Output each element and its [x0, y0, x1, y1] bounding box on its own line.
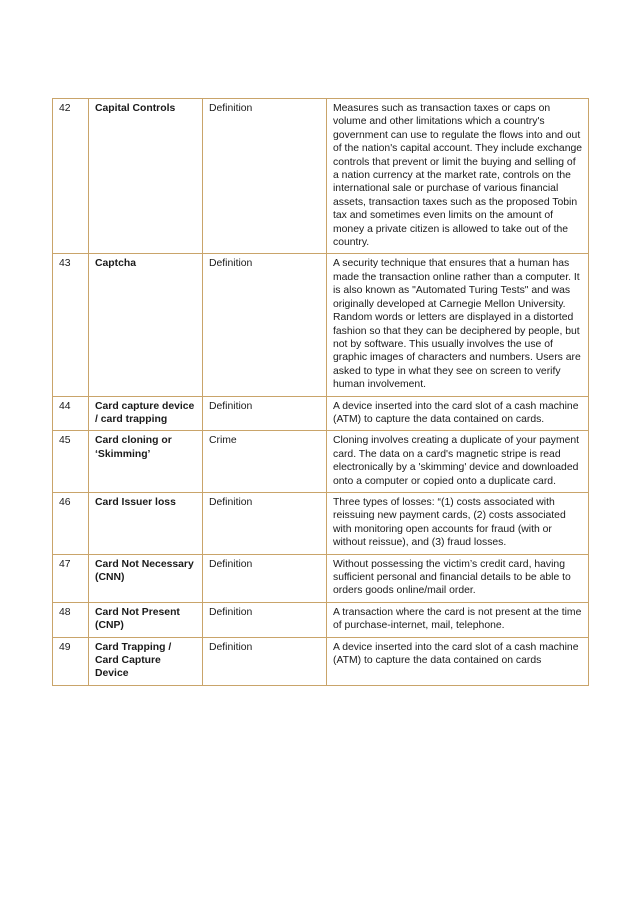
description-cell: A device inserted into the card slot of a cash machine (ATM) to capture the data contained on cards [327, 637, 589, 685]
row-number: 45 [53, 431, 89, 493]
table-row [53, 602, 589, 637]
description-cell: A security technique that ensures that a human has made the transaction online rather than a computer. It is also known as "Automated Turing Tests" and was originally developed at Carnegie Mellon University. Random words or letters are displayed in a distorted fashion so that they can be deciphered by people, but not by software. This usually involves the use of graphic images of characters and numbers. Users are asked to type in what they see on screen to verify human involvement. [327, 254, 589, 396]
term-cell: Card cloning or ‘Skimming’ [89, 431, 203, 493]
glossary-table [52, 98, 589, 686]
term-cell: Captcha [89, 254, 203, 396]
term-cell: Card capture device / card trapping [89, 396, 203, 431]
type-cell: Crime [203, 431, 327, 493]
row-number: 43 [53, 254, 89, 396]
type-cell: Definition [203, 637, 327, 685]
row-number: 49 [53, 637, 89, 685]
description-cell: Without possessing the victim’s credit card, having sufficient personal and financial details to be able to orders goods online/mail order. [327, 554, 589, 602]
type-cell: Definition [203, 602, 327, 637]
type-cell: Definition [203, 254, 327, 396]
row-number: 47 [53, 554, 89, 602]
description-cell: A device inserted into the card slot of a cash machine (ATM) to capture the data contained on cards. [327, 396, 589, 431]
type-cell: Definition [203, 99, 327, 254]
table-row [53, 637, 589, 685]
term-cell: Capital Controls [89, 99, 203, 254]
table-row [53, 492, 589, 554]
document-page [52, 98, 588, 686]
description-cell: A transaction where the card is not present at the time of purchase-internet, mail, telephone. [327, 602, 589, 637]
row-number: 46 [53, 492, 89, 554]
description-cell: Cloning involves creating a duplicate of your payment card. The data on a card's magnetic stripe is read electronically by a 'skimming' device and downloaded onto a computer or copied onto a duplicate card. [327, 431, 589, 493]
description-cell: Three types of losses: “(1) costs associated with reissuing new payment cards, (2) costs associated with monitoring open accounts for fraud (with or without reissue), and (3) fraud losses. [327, 492, 589, 554]
term-cell: Card Not Necessary (CNN) [89, 554, 203, 602]
table-row [53, 431, 589, 493]
type-cell: Definition [203, 396, 327, 431]
type-cell: Definition [203, 492, 327, 554]
table-row [53, 99, 589, 254]
term-cell: Card Trapping / Card Capture Device [89, 637, 203, 685]
type-cell: Definition [203, 554, 327, 602]
row-number: 42 [53, 99, 89, 254]
table-row [53, 554, 589, 602]
row-number: 48 [53, 602, 89, 637]
row-number: 44 [53, 396, 89, 431]
term-cell: Card Not Present (CNP) [89, 602, 203, 637]
table-row [53, 396, 589, 431]
description-cell: Measures such as transaction taxes or caps on volume and other limitations which a country's government can use to regulate the flows into and out of the nation's capital account. They include exchange controls that prevent or limit the buying and selling of a nation currency at the market rate, controls on the international sale or purchase of various financial assets, transaction taxes such as the proposed Tobin tax and sometimes even limits on the amount of money a private citizen is allowed to take out of the country. [327, 99, 589, 254]
table-row [53, 254, 589, 396]
term-cell: Card Issuer loss [89, 492, 203, 554]
